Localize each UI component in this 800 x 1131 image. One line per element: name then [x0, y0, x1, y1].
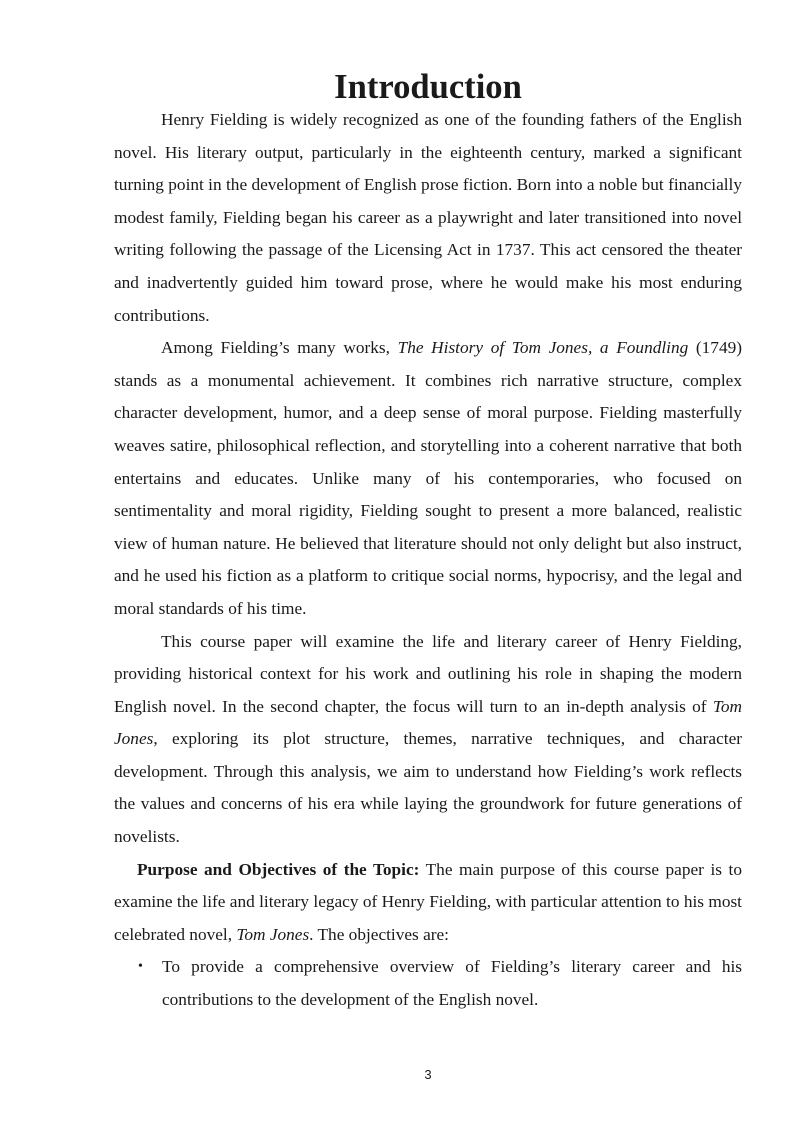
paragraph-text: Among Fielding’s many works, [161, 338, 398, 358]
purpose-label: Purpose and Objectives of the Topic: [137, 859, 420, 879]
paragraph-text: The main purpose of this course paper is to examine the life and literary legacy of Henry Fielding, with particular attention to his most celebrated novel, [114, 859, 742, 944]
paragraph-text: (1749) stands as a monumental achievement. It combines rich narrative structure, complex character development, humor, and a deep sense of moral purpose. Fielding masterfully weaves satire, philosophical reflection, and storytelling into a coherent narrative that both entertains and educates. Unlike many of his contemporaries, who focused on sentimentality and moral rigidity, Fielding sought to present a more balanced, realistic view of human nature. He believed that literature should not only delight but also instruct, and he used his fiction as a platform to critique social norms, hypocrisy, and the legal and moral standards of his time. [114, 338, 742, 618]
bullet-icon: • [138, 959, 143, 975]
body-text [114, 104, 742, 1017]
list-item [114, 951, 742, 1016]
intro-paragraph: Henry Fielding is widely recognized as one of the founding fathers of the English novel. His literary output, particularly in the eighteenth century, marked a significant turning point in the development of English prose fiction. Born into a noble but financially modest family, Fielding began his career as a playwright and later transitioned into novel writing following the passage of the Licensing Act in 1737. This act censored the theater and inadvertently guided him toward prose, where he would make his most enduring contributions. [114, 110, 742, 325]
section-heading: Introduction [334, 68, 522, 106]
book-title: Tom Jones [236, 924, 310, 944]
paragraph-text: . The objectives are: [309, 924, 449, 944]
works-paragraph [114, 332, 742, 625]
scope-paragraph [114, 626, 742, 854]
paragraph-text: , exploring its plot structure, themes, narrative techniques, and character development. Through this analysis, we aim to understand how Fielding’s work reflects the values and concerns of his era while laying the groundwork for future generations of novelists. [114, 729, 742, 847]
book-title: Tom Jones [114, 696, 742, 749]
purpose-paragraph [114, 854, 742, 952]
page-number: 3 [424, 1067, 432, 1082]
objectives-list [114, 951, 742, 1016]
list-item-text: To provide a comprehensive overview of Fielding’s literary career and his contributions to the development of the English novel. [162, 957, 742, 1010]
paragraph-text: This course paper will examine the life and literary career of Henry Fielding, providing historical context for his work and outlining his role in shaping the modern English novel. In the second chapter, the focus will turn to an in-depth analysis of [114, 631, 742, 716]
book-title: The History of Tom Jones, a Foundling [397, 338, 689, 358]
